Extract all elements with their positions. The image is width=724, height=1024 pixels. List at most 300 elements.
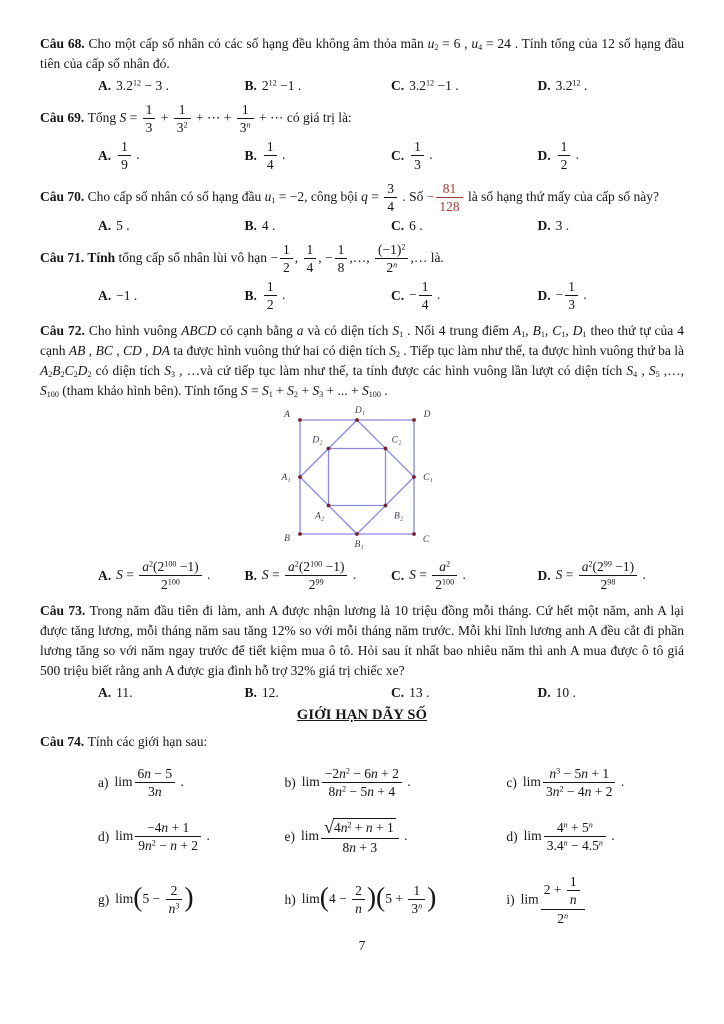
option-value	[262, 685, 279, 701]
math-token: 100	[167, 577, 180, 587]
fraction	[237, 102, 254, 136]
option-label: A.	[98, 684, 112, 700]
math-token: 2	[48, 370, 53, 380]
math-token: + 2	[591, 784, 613, 800]
math-token: Câu 73.	[40, 602, 90, 618]
math-token: .	[580, 286, 587, 302]
math-token: n	[563, 911, 569, 921]
math-token: n	[549, 765, 557, 781]
math-token: =	[122, 566, 138, 582]
math-token: 12	[426, 78, 435, 88]
answer-option	[245, 78, 392, 94]
math-token: − 5	[346, 784, 368, 800]
math-token: S	[555, 566, 563, 582]
math-token: .	[349, 566, 357, 582]
math-token: 4	[478, 43, 483, 53]
figure-vertex	[327, 503, 331, 507]
limit-item	[506, 820, 684, 854]
math-token: AB	[68, 342, 86, 358]
math-token: ,…,	[349, 249, 374, 265]
fraction	[543, 766, 616, 800]
math-token: .	[380, 383, 388, 399]
answer-option	[391, 78, 538, 94]
math-token: ,	[141, 342, 152, 358]
math-token: 1	[540, 329, 545, 339]
math-token: .	[572, 146, 580, 162]
fraction	[411, 139, 424, 173]
question-73-text	[40, 601, 684, 682]
limit-label: h)	[284, 891, 296, 907]
question-71-options	[98, 279, 684, 313]
math-token: −4	[147, 819, 162, 835]
math-token: =	[268, 566, 284, 582]
math-token: 9	[138, 838, 146, 854]
math-token: n	[170, 838, 177, 854]
math-token: 1	[569, 873, 577, 889]
math-token: 12	[133, 78, 142, 88]
math-token: n	[144, 765, 152, 781]
math-token: 3	[145, 120, 153, 136]
figure-vertex-label: C₁	[423, 472, 433, 483]
math-token: −	[270, 249, 279, 265]
math-token: S	[626, 363, 634, 379]
math-token: 2	[395, 349, 401, 359]
figure-vertex	[412, 532, 416, 536]
question-74-limits	[98, 766, 684, 926]
math-token: 2	[557, 910, 564, 926]
math-token: ,	[637, 363, 649, 379]
math-token: lim	[301, 890, 320, 906]
figure-vertex	[412, 418, 416, 422]
radical-sign: √	[323, 816, 334, 837]
math-token: S	[409, 566, 416, 582]
limit-label: b)	[284, 774, 296, 790]
math-token: .	[400, 827, 408, 843]
math-token: 6	[137, 765, 145, 781]
answer-option	[538, 78, 685, 94]
math-token: 5	[655, 370, 660, 380]
math-token: 2	[342, 785, 347, 794]
figure-vertex-label: A	[284, 409, 290, 420]
limit-label: d)	[506, 828, 518, 844]
option-value	[556, 685, 576, 701]
limit-label: d)	[98, 828, 110, 844]
math-token: 1	[306, 241, 314, 257]
math-token: n	[371, 765, 378, 781]
math-token: 1	[271, 195, 276, 205]
math-token: Câu 70.	[40, 188, 88, 204]
math-token: 2	[161, 577, 168, 593]
math-token: 2	[261, 77, 269, 93]
limit-item	[284, 818, 506, 856]
figure-vertex-label: D₂	[312, 435, 323, 446]
math-token: + 5	[567, 819, 589, 835]
math-token: =	[247, 383, 262, 399]
math-token: n	[393, 260, 398, 270]
math-token: S	[389, 342, 396, 358]
fraction	[118, 139, 131, 173]
math-token: .	[403, 774, 411, 790]
math-token: n	[563, 838, 568, 848]
figure-vertex-label: D	[423, 409, 431, 420]
math-token: n	[339, 765, 346, 781]
fraction	[436, 181, 462, 215]
option-value	[262, 218, 276, 234]
answer-option	[538, 685, 685, 701]
math-token: 1	[337, 241, 345, 257]
fraction	[408, 883, 425, 917]
answer-option	[538, 218, 685, 234]
math-token: 99	[315, 577, 324, 587]
math-token: , …và cứ tiếp tục làm như thế, ta tính được các hình vuông lần lượt có diện tích	[174, 363, 627, 379]
math-token: 2	[434, 43, 439, 53]
math-token: 2	[283, 260, 290, 276]
math-token: 4	[633, 370, 638, 380]
math-token: n	[340, 819, 348, 835]
math-token: n	[588, 820, 593, 830]
math-token: ,	[85, 342, 96, 358]
fraction	[143, 102, 156, 136]
answer-option	[391, 685, 538, 701]
math-token: + 3	[356, 840, 378, 856]
math-token: 5 .	[116, 217, 130, 233]
math-token: .	[617, 774, 625, 790]
math-token: n	[355, 901, 362, 917]
math-token: 12	[268, 78, 277, 88]
math-token: 1	[582, 329, 587, 339]
math-token: lim	[522, 774, 541, 790]
math-token: .	[203, 827, 210, 843]
math-token: . Nối 4 trung điểm	[403, 322, 513, 338]
math-token: −1 .	[276, 77, 302, 93]
question-74-text	[40, 732, 684, 752]
math-token: n	[584, 784, 592, 800]
limit-item	[506, 766, 684, 800]
math-token: −	[426, 188, 435, 204]
math-token: S	[261, 566, 269, 582]
math-token: 3	[414, 157, 421, 173]
math-token: ,… là.	[410, 249, 444, 265]
math-token: 81	[442, 180, 457, 196]
math-token: 1	[266, 138, 274, 154]
math-token: (	[133, 880, 143, 912]
math-token: 1	[521, 329, 526, 339]
option-value	[556, 78, 588, 94]
nested-squares-figure	[264, 404, 460, 556]
fraction	[432, 559, 457, 593]
math-token: 3	[239, 120, 247, 136]
limit-label: g)	[98, 891, 110, 907]
math-token: ,	[525, 322, 533, 338]
math-token: S	[40, 383, 47, 399]
option-label: A.	[98, 287, 112, 303]
math-token: 2	[266, 297, 274, 313]
figure-vertex-label: D₁	[354, 405, 366, 416]
option-label: B.	[244, 567, 257, 583]
math-token: 3	[175, 901, 180, 911]
figure-vertex-label: A₁	[281, 472, 291, 483]
answer-option	[391, 218, 538, 234]
math-token: 2	[600, 577, 608, 593]
math-token: S	[240, 383, 248, 399]
figure-vertex-label: C	[422, 534, 430, 545]
limit-expression	[302, 766, 411, 800]
math-token: 2	[87, 370, 92, 380]
limit-expression	[115, 880, 194, 917]
page-number: 7	[358, 938, 366, 954]
limit-expression	[521, 874, 587, 927]
math-token: .	[177, 774, 184, 790]
option-label: C.	[391, 684, 405, 700]
math-token: n	[145, 838, 152, 854]
question-72-figure-wrap	[40, 404, 684, 556]
math-token: Tính các giới hạn sau:	[87, 733, 208, 749]
math-token: S	[362, 383, 369, 399]
math-token: +	[157, 109, 172, 125]
math-token: − 5	[560, 765, 582, 781]
math-token: )	[427, 880, 437, 912]
math-token: 3	[148, 784, 155, 800]
math-token: 2	[183, 120, 188, 130]
math-token: u	[264, 188, 272, 204]
option-value	[116, 139, 140, 173]
math-token: + ... +	[323, 383, 362, 399]
math-token: 2	[170, 882, 178, 898]
math-token: − 6	[349, 765, 372, 781]
limit-expression	[524, 820, 615, 854]
math-token: 100	[46, 390, 59, 400]
fraction	[375, 242, 408, 276]
option-label: B.	[244, 287, 257, 303]
math-token: 13 .	[409, 684, 430, 700]
math-token: 1	[266, 278, 274, 294]
math-token: lim	[300, 827, 319, 843]
math-token: tổng cấp số nhân lùi vô hạn	[118, 249, 271, 265]
option-value	[409, 279, 440, 313]
math-token: 1	[421, 278, 429, 294]
math-token: 5 +	[385, 890, 407, 906]
figure-vertex-label: C₂	[391, 435, 402, 446]
figure-vertex	[298, 475, 302, 479]
fraction	[579, 559, 637, 593]
math-token: S	[648, 363, 656, 379]
question-70-options	[98, 218, 684, 234]
limit-item	[98, 766, 284, 800]
math-token: 2	[355, 882, 362, 898]
math-token: C	[64, 363, 74, 379]
question-69-text	[40, 102, 684, 136]
math-token: 4	[306, 260, 314, 276]
figure-vertex	[384, 446, 388, 450]
math-token: Câu 74.	[40, 733, 88, 749]
math-token: 3	[170, 370, 175, 380]
math-token: q	[361, 188, 368, 204]
math-token: .	[278, 286, 286, 302]
math-token: )	[366, 880, 377, 912]
fraction	[558, 139, 571, 173]
math-token: n	[246, 120, 251, 130]
math-token: 3	[387, 180, 395, 196]
math-token: C	[552, 322, 562, 338]
math-token: S	[116, 566, 123, 582]
math-token: 8	[342, 840, 350, 856]
math-token: 3.2	[409, 77, 426, 93]
math-token: 3	[568, 297, 575, 313]
math-token: =	[562, 566, 577, 582]
option-label: A.	[98, 567, 112, 583]
option-value	[556, 139, 580, 173]
math-token: (	[319, 880, 329, 912]
math-token: 1	[561, 329, 566, 339]
math-token: + 2	[377, 765, 399, 781]
math-token: lim	[115, 827, 134, 843]
math-token: n	[367, 784, 374, 800]
math-token: . Số	[399, 188, 427, 204]
figure-vertex	[355, 418, 359, 422]
math-token: 3	[319, 390, 324, 400]
option-label: A.	[98, 77, 112, 93]
math-token: A	[40, 363, 49, 379]
option-label: D.	[537, 147, 551, 163]
math-token: 3	[176, 120, 184, 136]
math-token: .	[607, 827, 615, 843]
math-token: + ⋯ +	[192, 109, 235, 125]
limit-label: a)	[98, 774, 109, 790]
question-68-options	[98, 78, 684, 94]
math-token: = 6 ,	[438, 36, 472, 51]
math-token: 2	[60, 370, 65, 380]
question-68-text	[40, 34, 684, 75]
section-heading: GIỚI HẠN DÃY SỐ	[296, 706, 428, 723]
math-token: S	[119, 109, 127, 125]
math-token: B	[52, 363, 61, 379]
math-token: Tổng	[87, 109, 120, 125]
math-token: −	[555, 286, 564, 302]
question-72-text	[40, 321, 684, 402]
math-token: n	[581, 765, 588, 781]
math-token: a	[288, 558, 295, 574]
option-label: A.	[98, 217, 112, 233]
math-token: −1 .	[116, 287, 138, 303]
math-token: Câu 68.	[40, 36, 89, 51]
math-token: u	[427, 36, 435, 51]
answer-option	[98, 78, 245, 94]
math-token: 12.	[261, 684, 279, 700]
math-token: (−1)	[378, 241, 402, 257]
math-token: 4 −	[328, 890, 351, 906]
math-token: lim	[523, 827, 542, 843]
answer-option	[245, 559, 392, 593]
math-token: lim	[301, 774, 320, 790]
math-token: có cạnh bằng	[216, 322, 297, 338]
math-token: có diện tích	[91, 363, 165, 379]
math-token: 12	[572, 78, 581, 88]
limit-expression	[115, 820, 210, 854]
math-token: 3.2	[116, 77, 133, 93]
fraction	[264, 279, 277, 313]
math-token: 1	[560, 138, 568, 154]
math-token: 2	[386, 260, 394, 276]
limit-label: e)	[284, 828, 295, 844]
math-token: 3.2	[555, 77, 573, 93]
math-token: +	[272, 383, 288, 399]
math-token: 1	[145, 101, 153, 117]
math-token: DA	[151, 342, 170, 358]
answer-option	[245, 139, 392, 173]
math-token: 100	[164, 559, 177, 569]
answer-option	[98, 685, 245, 701]
math-token: B	[532, 322, 541, 338]
question-69-options	[98, 139, 684, 173]
figure-vertex-label: B	[284, 533, 290, 544]
math-token: (tham khảo hình bên). Tính tổng	[58, 383, 241, 399]
fraction	[335, 242, 348, 276]
math-token: S	[392, 322, 400, 338]
math-token: 4	[387, 199, 395, 215]
option-value	[409, 559, 466, 593]
math-token: a	[439, 558, 447, 574]
limit-item	[98, 880, 284, 917]
option-value	[116, 218, 130, 234]
math-token: ,	[565, 322, 573, 338]
math-token: 6 .	[409, 217, 423, 233]
option-label: C.	[391, 77, 405, 93]
math-token: 2	[588, 559, 593, 569]
fraction	[352, 883, 365, 917]
math-token: ,…,	[659, 363, 685, 379]
math-token: 2	[345, 766, 350, 776]
math-token: (2	[153, 558, 165, 574]
option-value	[556, 559, 646, 593]
math-token: 1	[413, 882, 421, 898]
limit-item	[98, 820, 284, 854]
math-token: −1)	[611, 558, 635, 574]
math-token: n	[154, 784, 162, 800]
math-token: (2	[298, 558, 311, 574]
math-token: )	[184, 880, 194, 912]
fraction	[565, 279, 578, 313]
math-token: 2	[559, 785, 564, 794]
math-token: và có diện tích	[303, 322, 393, 338]
math-token: u	[471, 36, 479, 51]
math-token: 2	[401, 242, 406, 252]
math-token: ta được hình vuông thứ hai có diện tích	[169, 342, 390, 358]
option-label: D.	[537, 567, 551, 583]
math-token: 100	[310, 559, 323, 569]
math-token: n	[168, 901, 176, 917]
math-token: =	[367, 188, 383, 204]
math-token: + 1	[372, 819, 394, 835]
answer-option	[98, 218, 245, 234]
math-token: n	[569, 892, 577, 908]
fraction	[135, 820, 201, 854]
math-token: . Tiếp tục làm như thế, ta được hình vuông thứ ba là	[400, 342, 685, 358]
question-72-options	[98, 559, 684, 593]
math-token: 2	[151, 838, 156, 848]
limit-expression	[115, 766, 184, 800]
fraction	[567, 874, 580, 908]
math-token: = −2, công bội	[275, 188, 362, 204]
math-token: 2	[446, 559, 451, 569]
math-token: 3	[411, 901, 419, 917]
math-token: n	[161, 819, 169, 835]
math-token: Cho hình vuông	[88, 322, 182, 338]
answer-option	[98, 139, 245, 173]
answer-option	[245, 685, 392, 701]
math-token: 10 .	[555, 684, 576, 700]
figure-vertex	[355, 532, 359, 536]
math-token: S	[164, 363, 171, 379]
